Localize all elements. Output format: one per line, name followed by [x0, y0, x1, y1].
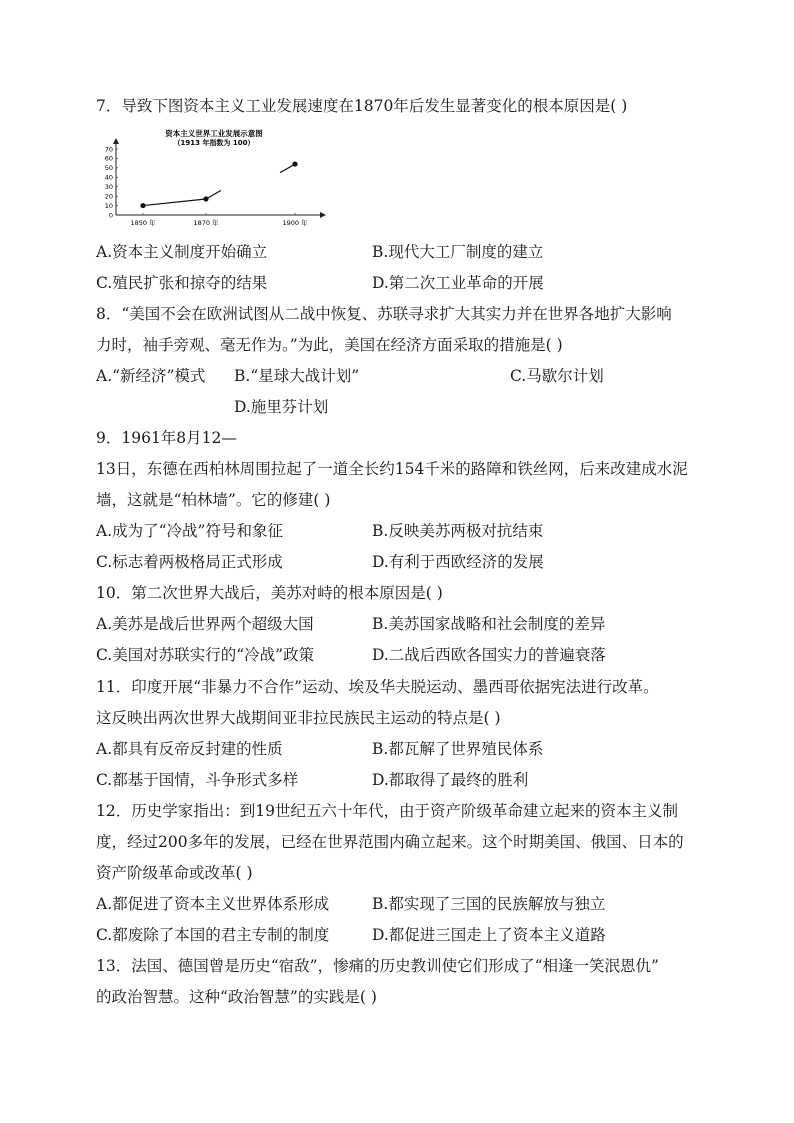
y-axis-arrow — [113, 138, 119, 144]
q10-option-c[interactable]: C.美国对苏联实行的“冷战”政策 — [96, 646, 315, 664]
y-tick-label: 0 — [108, 211, 113, 220]
q10-option-d[interactable]: D.二战后西欧各国实力的普遍衰落 — [372, 646, 606, 664]
q11-option-a[interactable]: A.都具有反帝反封建的性质 — [96, 740, 283, 758]
industrial-development-chart — [96, 126, 331, 234]
question-12-stem-line2: 度，经过200多年的发展，已经在世界范围内确立起来。这个时期美国、俄国、日本的 — [96, 833, 684, 851]
chart-subtitle: （1913 年指数为 100） — [173, 139, 255, 147]
y-tick-label: 10 — [104, 201, 113, 210]
question-9-stem-line3: 墙，这就是“柏林墙”。它的修建( ) — [96, 491, 331, 509]
q11-option-c[interactable]: C.都基于国情，斗争形式多样 — [96, 771, 299, 789]
q7-option-b[interactable]: B.现代大工厂制度的建立 — [372, 243, 544, 261]
question-12-stem-line1: 12．历史学家指出：到19世纪五六十年代，由于资产阶级革命建立起来的资本主义制 — [96, 802, 678, 820]
q8-option-a[interactable]: A.“新经济”模式 — [96, 367, 206, 385]
q8-option-b[interactable]: B.“星球大战计划” — [234, 367, 360, 385]
q10-option-b[interactable]: B.美苏国家战略和社会制度的差异 — [372, 615, 606, 633]
question-11-stem-line2: 这反映出两次世界大战期间亚非拉民族民主运动的特点是( ) — [96, 709, 501, 727]
y-tick-label: 20 — [104, 192, 113, 201]
x-tick-label: 1870 年 — [193, 219, 219, 227]
q9-option-b[interactable]: B.反映美苏两极对抗结束 — [372, 522, 544, 540]
question-8-stem-line1: 8．“美国不会在欧洲试图从二战中恢复、苏联寻求扩大其实力并在世界各地扩大影响 — [96, 305, 672, 323]
chart-title: 资本主义世界工业发展示意图 — [165, 129, 263, 138]
q12-option-a[interactable]: A.都促进了资本主义世界体系形成 — [96, 895, 330, 913]
q12-option-b[interactable]: B.都实现了三国的民族解放与独立 — [372, 895, 606, 913]
q12-option-c[interactable]: C.都废除了本国的君主专制的制度 — [96, 926, 330, 944]
question-13-stem-line1: 13．法国、德国曾是历史“宿敌”，惨痛的历史教训使它们形成了“相逢一笑泯恩仇” — [96, 957, 659, 975]
q7-option-a[interactable]: A.资本主义制度开始确立 — [96, 243, 268, 261]
q12-option-d[interactable]: D.都促进三国走上了资本主义道路 — [372, 926, 606, 944]
data-point — [203, 196, 208, 201]
y-tick-label: 60 — [104, 154, 113, 163]
q11-option-b[interactable]: B.都瓦解了世界殖民体系 — [372, 740, 544, 758]
q7-option-d[interactable]: D.第二次工业革命的开展 — [372, 274, 544, 292]
question-12-stem-line3: 资产阶级革命或改革( ) — [96, 864, 253, 882]
y-tick-label: 40 — [104, 173, 113, 182]
question-10-stem: 10．第二次世界大战后，美苏对峙的根本原因是( ) — [96, 584, 443, 602]
question-8-stem-line2: 力时，袖手旁观、毫无作为。”为此，美国在经济方面采取的措施是( ) — [96, 336, 563, 354]
data-point — [140, 203, 145, 208]
x-axis-arrow — [320, 212, 326, 218]
y-tick-label: 70 — [104, 145, 113, 154]
y-tick-label: 30 — [104, 183, 113, 192]
q9-option-c[interactable]: C.标志着两极格局正式形成 — [96, 553, 283, 571]
data-point — [292, 161, 297, 166]
question-9-stem-line1: 9．1961年8月12— — [96, 429, 237, 447]
x-tick-label: 1900 年 — [282, 219, 308, 227]
q9-option-a[interactable]: A.成为了“冷战”符号和象征 — [96, 522, 283, 540]
question-7-stem: 7．导致下图资本主义工业发展速度在1870年后发生显著变化的根本原因是( ) — [96, 97, 628, 115]
q7-option-c[interactable]: C.殖民扩张和掠夺的结果 — [96, 274, 268, 292]
y-tick-label: 50 — [104, 164, 113, 173]
q10-option-a[interactable]: A.美苏是战后世界两个超级大国 — [96, 615, 314, 633]
x-tick-label: 1850 年 — [130, 219, 156, 227]
q11-option-d[interactable]: D.都取得了最终的胜利 — [372, 771, 529, 789]
series-segment — [143, 199, 206, 206]
q8-option-c[interactable]: C.马歇尔计划 — [510, 367, 604, 385]
q8-option-d[interactable]: D.施里芬计划 — [234, 398, 329, 416]
q9-option-d[interactable]: D.有利于西欧经济的发展 — [372, 553, 544, 571]
question-13-stem-line2: 的政治智慧。这种“政治智慧”的实践是( ) — [96, 988, 377, 1006]
question-9-stem-line2: 13日，东德在西柏林周围拉起了一道全长约154千米的路障和铁丝网，后来改建成水泥 — [96, 460, 688, 478]
question-11-stem-line1: 11．印度开展“非暴力不合作”运动、埃及华夫脱运动、墨西哥依据宪法进行改革。 — [96, 678, 659, 696]
